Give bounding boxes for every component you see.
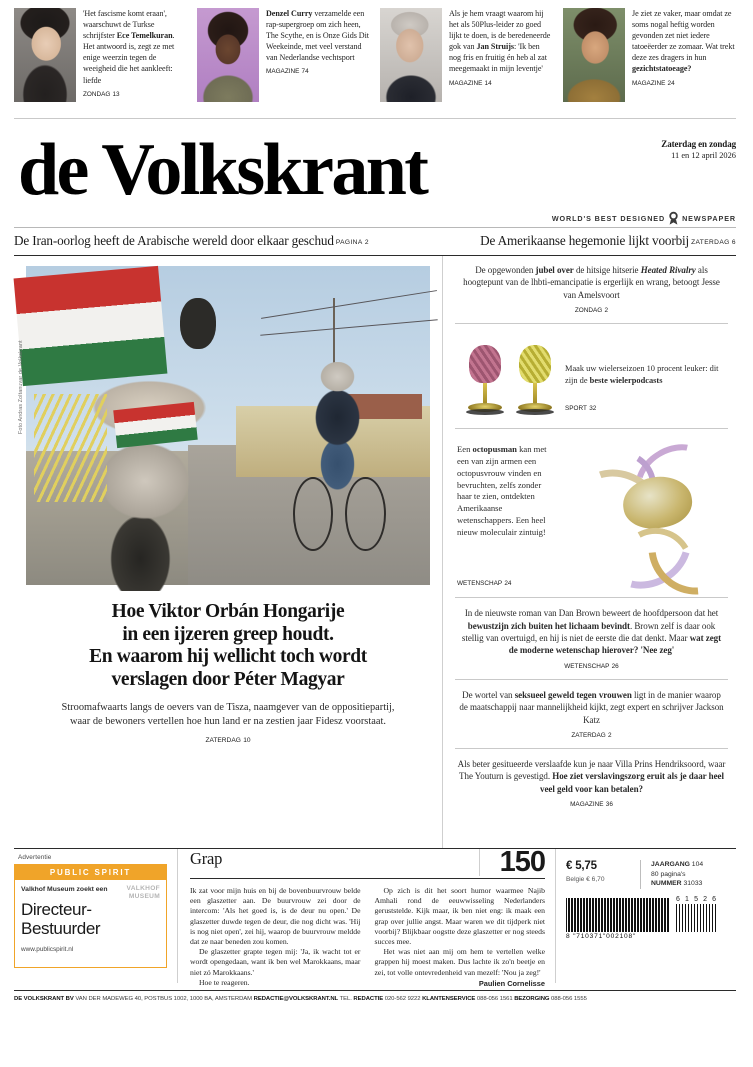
teaser-photo-jan-struijs bbox=[380, 8, 442, 102]
footer-bezorging-value: 088-056 1555 bbox=[549, 996, 587, 1003]
text-post: ligt in de manier waarop de maatschappij naar mannelijkheid kijkt, zegt expert en schrijver Jackson Katz bbox=[459, 689, 724, 725]
text-pre: Een bbox=[457, 444, 473, 455]
text-bold: seksueel geweld tegen vrouwen bbox=[514, 689, 632, 700]
section-name: WETENSCHAP bbox=[457, 580, 503, 588]
footer-address: VAN DER MADEWEG 40, POSTBUS 1002, 1000 BA, AMSTERDAM bbox=[73, 996, 254, 1003]
block-section-tag[interactable] bbox=[457, 307, 726, 314]
teaser-item[interactable] bbox=[563, 8, 736, 112]
grap-paragraph: Hoe te reageren. bbox=[199, 977, 250, 987]
date-weekday: Zaterdag en zondag bbox=[661, 139, 736, 149]
page-number: 26 bbox=[611, 662, 619, 670]
valkhof-museum-logo bbox=[127, 885, 160, 900]
lead-headline-line-4: verslagen door Péter Magyar bbox=[111, 668, 345, 690]
block-section-tag[interactable] bbox=[457, 801, 726, 808]
jaargang-label: JAARGANG bbox=[651, 861, 690, 868]
issue-info bbox=[651, 860, 736, 889]
photo-credit: Foto Andras Zoltanuvar de Volkskrant bbox=[18, 340, 24, 434]
text-bold-1: bewustzijn zich buiten het lichaam bevindt bbox=[467, 620, 630, 631]
teaser-section-tag[interactable] bbox=[266, 66, 370, 77]
headlink-page: 2 bbox=[364, 238, 369, 246]
date-block bbox=[661, 139, 736, 161]
teaser-item[interactable] bbox=[380, 8, 563, 112]
photo-bicycle-wheel bbox=[293, 477, 333, 551]
teaser-text-post: . Het antwoord is, zegt ze met enige weerzin tegen de weeigheid die het aankleeft: liefde bbox=[83, 31, 175, 85]
teaser-text-highlight: Jan Struijs bbox=[476, 42, 514, 52]
text-pre: Als beter gesitueerde verslaafde kun je naar Villa Prins Hendriksoord, waar The Youturn is gevestigd. bbox=[457, 759, 726, 782]
page-number: 24 bbox=[504, 580, 512, 588]
teaser-section-name: ZONDAG bbox=[83, 90, 111, 98]
teaser-text bbox=[266, 8, 370, 112]
block-text bbox=[565, 363, 728, 386]
lead-subheadline: Stroomafwaarts langs de oevers van de Tisza, naamgever van de oppositiepartij, waar de bewoners vertellen hoe hun land er na zestien jaar Fidesz voorstaat. bbox=[61, 702, 395, 727]
barcode-addon bbox=[676, 904, 718, 932]
footer-redactie-value: 020-562 9222 bbox=[383, 996, 423, 1003]
price-barcode-column bbox=[556, 849, 736, 983]
block-text bbox=[457, 689, 726, 726]
lead-headline-line-3: En waarom hij wellicht toch wordt bbox=[89, 646, 367, 667]
lead-section-name: ZATERDAG bbox=[205, 737, 241, 745]
text-bold: octopusman bbox=[472, 444, 517, 455]
teaser-page-number: 24 bbox=[667, 79, 675, 87]
text-bold-2: wat zegt de moderne wetenschap hierover? 'Nee zeg' bbox=[508, 633, 722, 656]
advertisement-url[interactable]: www.publicspirit.nl bbox=[21, 946, 74, 953]
masthead bbox=[0, 131, 750, 227]
lead-headline[interactable] bbox=[40, 601, 416, 691]
right-teaser-column bbox=[443, 256, 736, 848]
grap-text-column-1 bbox=[190, 886, 361, 989]
lead-section-tag[interactable] bbox=[26, 737, 430, 744]
teaser-section-name: MAGAZINE bbox=[266, 68, 300, 76]
section-name: SPORT bbox=[565, 405, 587, 413]
top-teaser-banner bbox=[0, 0, 750, 118]
microphone-trophy-gold-icon bbox=[515, 345, 555, 415]
headlink-text: De Iran-oorlog heeft de Arabische wereld door elkaar geschud bbox=[14, 233, 334, 248]
text-post: kan met een van zijn armen een octopusvrouw vinden en bevruchten, zelfs zonder haar te zien, ontdekten Amerikaanse wetenschappers. Een heel nieuw moleculair zintuig! bbox=[457, 444, 547, 537]
photo-scooter-mirror bbox=[180, 298, 216, 349]
section-name: MAGAZINE bbox=[570, 801, 604, 809]
headlink-section-name: ZATERDAG bbox=[691, 238, 730, 246]
block-section-tag[interactable] bbox=[457, 732, 726, 739]
section-name: ZONDAG bbox=[574, 307, 603, 315]
date-full: 11 en 12 april 2026 bbox=[671, 151, 736, 160]
footer-imprint bbox=[14, 995, 736, 1004]
page-number: 2 bbox=[604, 307, 609, 315]
jaargang-row bbox=[651, 860, 736, 870]
grap-text-column-2 bbox=[375, 886, 546, 989]
block-dan-brown[interactable] bbox=[453, 607, 730, 670]
block-divider bbox=[455, 428, 728, 429]
lead-headline-line-2: in een ijzeren greep houdt. bbox=[122, 623, 334, 645]
headlink-iran[interactable] bbox=[14, 233, 369, 249]
teaser-item[interactable] bbox=[197, 8, 380, 112]
block-text bbox=[457, 758, 726, 795]
jaargang-value: 104 bbox=[691, 861, 704, 868]
teaser-page-number: 74 bbox=[301, 68, 309, 76]
grap-byline: Paulien Cornelisse bbox=[478, 978, 545, 988]
grap-header bbox=[190, 846, 545, 879]
grap-title: Grap bbox=[190, 849, 223, 868]
headlink-section bbox=[336, 239, 369, 246]
text-pre: In de nieuwste roman van Dan Brown beweert de hoofdpersoon dat het bbox=[464, 608, 719, 619]
teaser-text-pre: Je ziet ze vaker, maar omdat ze soms nogal heftig worden gevonden zet niet iedere tatoeëerder ze zomaar. Wat trekt deze zes dragers in hun bbox=[632, 9, 735, 63]
masthead-logo[interactable]: de Volkskrant bbox=[18, 129, 427, 211]
advertisement-column bbox=[14, 849, 178, 983]
teaser-text-post: verzamelde een rap-supergroep om zich heen, The Scythe, en is Onze Gids Dit Weekeinde, met veel verstand van Nederlandse vechtsport bbox=[266, 9, 369, 63]
teaser-page-number: 14 bbox=[484, 79, 492, 87]
teaser-photo-face-tattoo bbox=[563, 8, 625, 102]
nummer-label: NUMMER bbox=[651, 880, 682, 888]
lead-page-number: 10 bbox=[243, 737, 251, 745]
nummer-value: 31033 bbox=[683, 880, 703, 888]
block-section-tag[interactable] bbox=[457, 580, 511, 587]
advertisement-box[interactable] bbox=[14, 864, 167, 968]
octopus-illustration bbox=[557, 438, 730, 588]
teaser-page-number: 13 bbox=[112, 90, 120, 98]
job-title-line-2: Bestuurder bbox=[21, 918, 101, 938]
job-title-line-1: Directeur- bbox=[21, 900, 92, 919]
headlink-section bbox=[691, 239, 736, 246]
lead-headline-line-1: Hoe Viktor Orbán Hongarije bbox=[111, 601, 345, 622]
teaser-text-pre: Als je hem vraagt waarom hij het als 50Plus-leider zo goed lijkt te doen, is de beredeneerde gok van bbox=[449, 9, 551, 52]
lead-photo-hungary bbox=[18, 266, 430, 585]
block-divider bbox=[455, 597, 728, 598]
text-pre: Maak uw wielerseizoen 10 procent leuker: dit zijn de bbox=[565, 364, 719, 385]
block-text bbox=[457, 607, 726, 657]
lower-section bbox=[14, 846, 736, 988]
block-heated-rivalry[interactable] bbox=[453, 264, 730, 314]
teaser-section-tag[interactable] bbox=[632, 78, 736, 89]
footer-bezorging-label: BEZORGING bbox=[514, 996, 550, 1003]
headlink-page: 6 bbox=[731, 238, 736, 246]
block-text bbox=[457, 444, 557, 538]
text-mid: . Brown zelf is daar ook stellig van overtuigd, en hij is niet de eerste die dat denkt. Maar bbox=[461, 620, 716, 644]
page-count: 80 pagina's bbox=[651, 870, 686, 878]
headlink-text: De Amerikaanse hegemonie lijkt voorbij bbox=[480, 233, 690, 248]
text-pre: De wortel van bbox=[462, 689, 515, 700]
grap-column bbox=[178, 846, 556, 988]
page-number: 36 bbox=[605, 801, 613, 809]
advertiser-brand-bar: PUBLIC SPIRIT bbox=[15, 865, 166, 880]
barcode-addon-digits: 6 1 5 2 6 bbox=[676, 895, 718, 903]
teaser-text bbox=[449, 8, 553, 112]
award-badge bbox=[552, 211, 736, 225]
section-name: WETENSCHAP bbox=[564, 662, 610, 670]
text-italic-title: Heated Rivalry bbox=[640, 265, 696, 275]
museum-logo-line-1: VALKHOF bbox=[126, 885, 160, 892]
barcode-addon-group bbox=[676, 896, 718, 932]
block-youturn[interactable] bbox=[453, 758, 730, 808]
section-name: ZATERDAG bbox=[571, 732, 606, 740]
photo-bicycle-wheel bbox=[345, 477, 385, 551]
grap-paragraph: Het was niet aan mij om hem te vertellen welke grappen hij moest maken. Dus lachte ik zo'n beetje en zei, tot volle ontevredenheid van mezelf: 'Nou ja zeg!' bbox=[374, 947, 545, 977]
teaser-section-tag[interactable] bbox=[83, 89, 187, 100]
block-text bbox=[457, 264, 726, 301]
teaser-text bbox=[83, 8, 187, 112]
teaser-photo-denzel-curry bbox=[197, 8, 259, 102]
teaser-text bbox=[632, 8, 736, 112]
microphone-trophy-pink-icon bbox=[465, 345, 505, 415]
banner-divider bbox=[14, 118, 736, 119]
award-ribbon-icon bbox=[668, 211, 679, 225]
advertisement-seeking-text: Valkhof Museum zoekt een bbox=[21, 886, 108, 893]
footer-klantenservice-label: KLANTENSERVICE bbox=[422, 996, 476, 1003]
teaser-text-highlight: Ece Temelkuran bbox=[116, 31, 173, 41]
block-section-tag[interactable] bbox=[565, 405, 596, 412]
block-divider bbox=[455, 323, 728, 324]
text-bold: Hoe ziet verslavingszorg eruit als je daar heel veel geld voor kan betalen? bbox=[540, 771, 724, 794]
lead-story-column bbox=[14, 256, 443, 848]
teaser-section-name: MAGAZINE bbox=[632, 79, 666, 87]
grap-body bbox=[190, 886, 545, 989]
advertisement-label: Advertentie bbox=[18, 854, 52, 861]
block-section-tag[interactable] bbox=[457, 663, 726, 670]
teaser-item[interactable] bbox=[14, 8, 197, 112]
footer-company: DE VOLKSKRANT BV bbox=[14, 996, 74, 1003]
block-cycling-podcasts[interactable] bbox=[453, 333, 730, 419]
price-value: € 5,75 bbox=[566, 860, 597, 872]
headlink-amerika[interactable] bbox=[480, 233, 736, 249]
grap-paragraph: Ik zat voor mijn huis en bij de bovenbuurvrouw belde een glaszetter aan. De buurvrouw zei door de intercom: 'Als het goed is, is de deur nu open.' De glaszetter duwde tegen de deur, die nog dicht was. 'Hij is nog niet open', zei hij, waarop de buurvrouw meldde dat ze naar beneden zou komen. bbox=[190, 886, 361, 947]
teaser-text-highlight: Denzel Curry bbox=[266, 9, 313, 18]
grap-paragraph: Op zich is dit het soort humor waarmee Najib Amhali rond de eeuwwisseling Nederlanders geruststelde. Kijk maar, ik ben niet eng: ik maak een grap over jullie angst. Maar waren we dit tijdperk niet voorbij? Blijkbaar oogstte deze glaszetter er nog steeds succes mee. bbox=[374, 886, 545, 947]
footer-email[interactable]: REDACTIE@VOLKSKRANT.NL bbox=[253, 996, 339, 1003]
block-octopus[interactable] bbox=[453, 438, 730, 588]
museum-logo-line-2: MUSEUM bbox=[128, 892, 160, 900]
page-number: 2 bbox=[608, 732, 612, 740]
footer-redactie-label: REDACTIE bbox=[353, 996, 384, 1003]
text-pre: De opgewonden bbox=[475, 265, 536, 275]
block-divider bbox=[455, 748, 728, 749]
price-row bbox=[566, 860, 736, 889]
headlink-section-name: PAGINA bbox=[335, 238, 363, 246]
teaser-photo-ece-temelkuran bbox=[14, 8, 76, 102]
block-jackson-katz[interactable] bbox=[453, 689, 730, 739]
page-number: 32 bbox=[589, 405, 597, 413]
award-row bbox=[14, 211, 736, 227]
block-divider bbox=[455, 679, 728, 680]
text-bold: jubel over bbox=[535, 265, 574, 275]
award-label-left: WORLD'S BEST DESIGNED bbox=[551, 213, 666, 223]
grap-number: 150 bbox=[479, 849, 545, 876]
main-content-area bbox=[14, 255, 736, 849]
teaser-text-pre: 'Het fascisme komt eraan', waarschuwt de Turkse schrijfster bbox=[83, 9, 167, 41]
teaser-text-post: : 'Ik ben nog fris en fruitig én heb al zat meegemaakt in mijn leventje' bbox=[449, 42, 547, 74]
teaser-section-tag[interactable] bbox=[449, 78, 553, 89]
price-belgium: Belgie € 6,70 bbox=[566, 876, 605, 883]
text-post: als hoogtepunt van de lhbti-emancipatie is ergerlijk en wrang, betoogt Jesse van Amelsvoort bbox=[463, 265, 720, 300]
photo-ribbons bbox=[34, 394, 107, 502]
footer-rule bbox=[14, 990, 736, 991]
award-label-right: NEWSPAPER bbox=[682, 213, 736, 223]
teaser-text-highlight: gezichtstatoeage? bbox=[632, 64, 692, 74]
footer-tel-label: TEL. bbox=[338, 996, 354, 1003]
footer-klantenservice-value: 088-056 1561 bbox=[475, 996, 515, 1003]
barcode-ean-number: 8 "710371"002108" bbox=[566, 932, 637, 940]
barcode-area bbox=[566, 896, 736, 932]
grap-paragraph: De glaszetter grapte tegen mij: 'Ja, ik wacht tot er wordt opengedaan, want ik ben wel Marokkaans, maar niet zó Marokkaans.' bbox=[190, 947, 361, 977]
barcode-main bbox=[566, 898, 670, 932]
headline-links-bar bbox=[0, 228, 750, 255]
text-mid: de hitsige hitserie bbox=[573, 265, 641, 275]
price-left bbox=[566, 860, 641, 889]
teaser-section-name: MAGAZINE bbox=[449, 79, 483, 87]
text-bold: beste wielerpodcasts bbox=[589, 375, 663, 385]
nummer-row bbox=[651, 879, 736, 889]
advertisement-body bbox=[15, 880, 166, 953]
advertisement-job-title bbox=[21, 901, 160, 938]
